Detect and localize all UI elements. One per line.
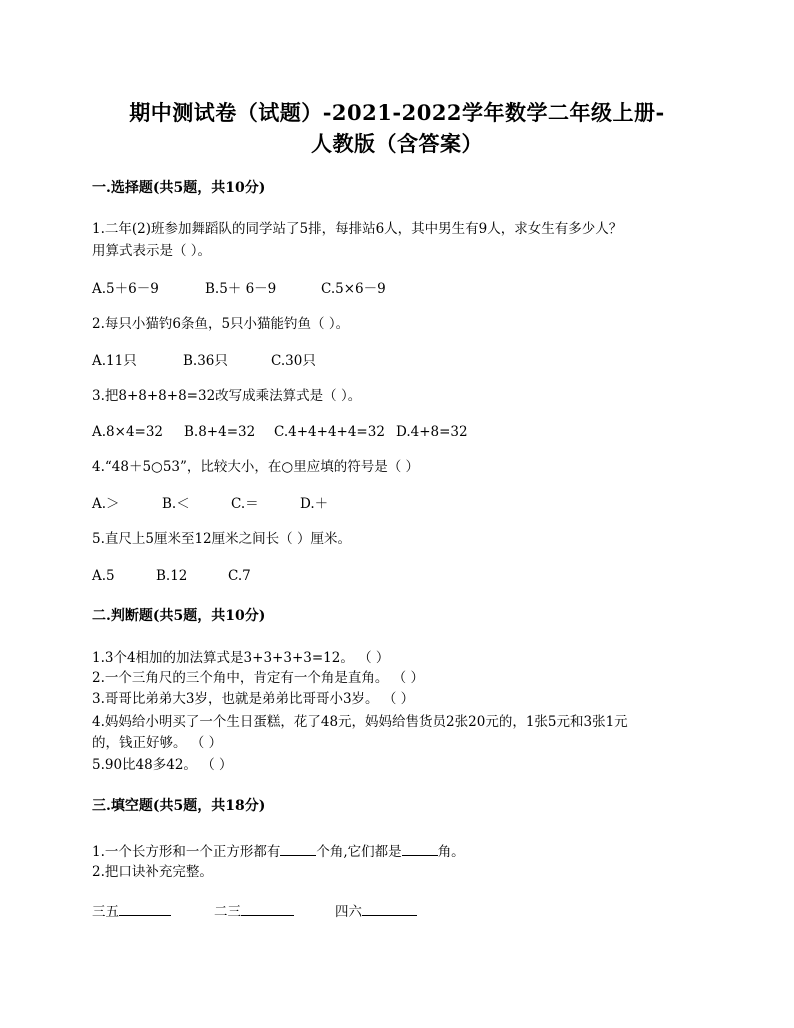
fill-blank[interactable] xyxy=(241,901,294,916)
choice-q5-options xyxy=(92,566,251,586)
option-b: B.36只 xyxy=(183,353,228,369)
option-a: A.＞ xyxy=(92,496,120,512)
option-c: C.30只 xyxy=(271,353,316,369)
option-c: C.＝ xyxy=(231,496,259,512)
fill-q1-part-a: 1.一个长方形和一个正方形都有 xyxy=(92,844,281,860)
fill-blank[interactable] xyxy=(119,901,171,916)
choice-q1-text: 1.二年(2)班参加舞蹈队的同学站了5排，每排站6人，其中男生有9人，求女生有多少人？ xyxy=(92,221,623,237)
option-b: B.8+4=32 xyxy=(184,424,256,440)
choice-q4-options xyxy=(92,494,328,514)
choice-q2-text: 2.每只小猫钓6条鱼，5只小猫能钓鱼（ ）。 xyxy=(92,316,350,332)
fill-q2-items xyxy=(92,901,417,922)
option-d: D.4+8=32 xyxy=(396,424,468,440)
option-a: A.8×4=32 xyxy=(92,424,164,440)
fill-item xyxy=(335,901,417,922)
fill-blank[interactable] xyxy=(280,841,316,856)
choice-q3-text: 3.把8+8+8+8=32改写成乘法算式是（ ）。 xyxy=(92,388,362,404)
choice-q5-text: 5.直尺上5厘米至12厘米之间长（ ）厘米。 xyxy=(92,531,351,547)
option-b: B.12 xyxy=(156,568,188,584)
fill-q1-part-b: 个角,它们都是 xyxy=(316,844,402,860)
choice-q1-options xyxy=(92,279,386,299)
judge-q4-text-cont: 的，钱正好够。 （ ） xyxy=(92,735,223,751)
fill-q1-text xyxy=(92,841,465,862)
fill-q2-text: 2.把口诀补充完整。 xyxy=(92,864,213,880)
judge-q1-text: 1.3个4相加的加法算式是3+3+3+3=12。 （ ） xyxy=(92,650,390,666)
option-c: C.5×6－9 xyxy=(321,281,386,297)
option-b: B.5＋ 6－9 xyxy=(205,281,277,297)
document-title-line-2: 人教版（含答案） xyxy=(311,131,483,156)
judge-q2-text: 2.一个三角尺的三个角中，肯定有一个角是直角。 （ ） xyxy=(92,670,424,686)
fill-item xyxy=(92,901,214,922)
judge-q4-text: 4.妈妈给小明买了一个生日蛋糕，花了48元，妈妈给售货员2张20元的，1张5元和3张1元 xyxy=(92,714,628,730)
fill-q1-part-c: 角。 xyxy=(437,844,465,860)
option-a: A.5 xyxy=(92,568,115,584)
option-c: C.7 xyxy=(228,568,251,584)
option-c: C.4+4+4+4=32 xyxy=(274,424,385,440)
fill-item-label: 三五 xyxy=(92,904,119,920)
choice-q3-options xyxy=(92,422,468,442)
document-title-line-1: 期中测试卷（试题）-2021-2022学年数学二年级上册- xyxy=(129,100,665,125)
choice-q4-text: 4.“48＋5○53”，比较大小，在○里应填的符号是（ ） xyxy=(92,459,419,475)
option-d: D.＋ xyxy=(300,496,329,512)
section-heading-fill: 三.填空题(共5题，共18分) xyxy=(92,798,266,814)
option-b: B.＜ xyxy=(162,496,190,512)
judge-q3-text: 3.哥哥比弟弟大3岁，也就是弟弟比哥哥小3岁。 （ ） xyxy=(92,691,415,707)
fill-blank[interactable] xyxy=(362,901,417,916)
option-a: A.11只 xyxy=(92,353,137,369)
judge-q5-text: 5.90比48多42。 （ ） xyxy=(92,757,233,773)
fill-item xyxy=(214,901,335,922)
fill-item-label: 四六 xyxy=(335,904,362,920)
section-heading-judgement: 二.判断题(共5题，共10分) xyxy=(92,608,266,624)
choice-q1-text-cont: 用算式表示是（ ）。 xyxy=(92,243,212,259)
fill-blank[interactable] xyxy=(402,841,438,856)
fill-item-label: 二三 xyxy=(214,904,241,920)
choice-q2-options xyxy=(92,351,316,371)
section-heading-choice: 一.选择题(共5题，共10分) xyxy=(92,180,266,196)
option-a: A.5＋6－9 xyxy=(92,281,159,297)
